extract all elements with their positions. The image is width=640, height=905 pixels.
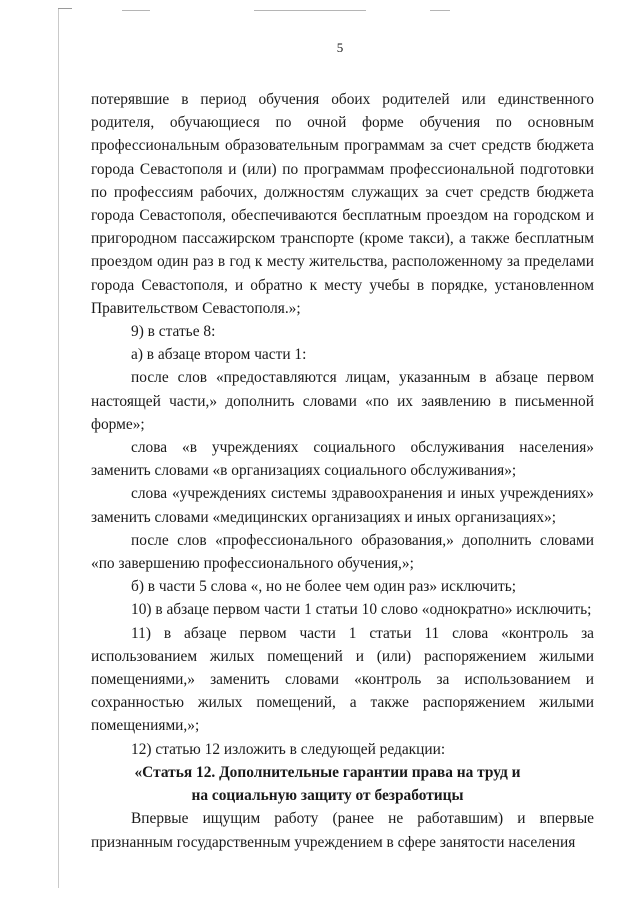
scan-edge-line (58, 8, 59, 888)
paragraph: б) в части 5 слова «, но не более чем один раз» исключить; (131, 578, 517, 596)
page-number: 5 (336, 40, 344, 55)
article-heading-line: «Статья 12. Дополнительные гарантии права на труд и (134, 763, 521, 781)
paragraph: а) в абзаце втором части 1: (131, 346, 307, 364)
paragraph: после слов «предоставляются лицам, указанным в абзаце первом настоящей части,» дополнить словами «по их заявлению в письменной форме»; (91, 369, 594, 433)
scan-top-mark (254, 10, 366, 11)
paragraph: Впервые ищущим работу (ранее не работавшим) и впервые признанным государственным учреждением в сфере занятости населения (91, 810, 594, 851)
paragraph: 10) в абзаце первом части 1 статьи 10 слово «однократно» исключить; (131, 601, 592, 619)
scan-top-mark (122, 10, 150, 11)
paragraph: слова «в учреждениях социального обслуживания населения» заменить словами «в организациях социального обслуживания»; (91, 439, 594, 480)
document-body (91, 88, 594, 854)
scan-corner-mark (58, 8, 72, 9)
paragraph: слова «учреждениях системы здравоохранения и иных учреждениях» заменить словами «медицинских организациях и иных организациях»; (91, 485, 594, 526)
paragraph: потерявшие в период обучения обоих родителей или единственного родителя, обучающиеся по очной форме обучения по основным профессиональным образовательным программам за счет средств бюджета города Севастополя и (или) по программам профессиональной подготовки по профессиям рабочих, должностям служащих за счет средств бюджета города Севастополя, обеспечиваются бесплатным проездом на городском и пригородном пассажирском транспорте (кроме такси), а также бесплатным проездом один раз в год к месту жительства, расположенному за пределами города Севастополя, и обратно к месту учебы в порядке, установленном Правительством Севастополя.»; (91, 91, 594, 317)
paragraph: 9) в статье 8: (131, 323, 216, 341)
article-heading (81, 761, 574, 807)
paragraph: после слов «профессионального образования,» дополнить словами «по завершению профессионального обучения,»; (91, 531, 594, 573)
scan-top-mark (430, 10, 450, 11)
paragraph: 11) в абзаце первом части 1 статьи 11 слова «контроль за использованием жилых помещений и (или) распоряжением жилыми помещениями,» заменить словами «контроль за использованием и сохранностью жилых помещений, а также распоряжением жилыми помещениями,»; (91, 624, 594, 735)
paragraph: 12) статью 12 изложить в следующей редакции: (131, 740, 446, 758)
article-heading-line: на социальную защиту от безработицы (191, 787, 464, 805)
